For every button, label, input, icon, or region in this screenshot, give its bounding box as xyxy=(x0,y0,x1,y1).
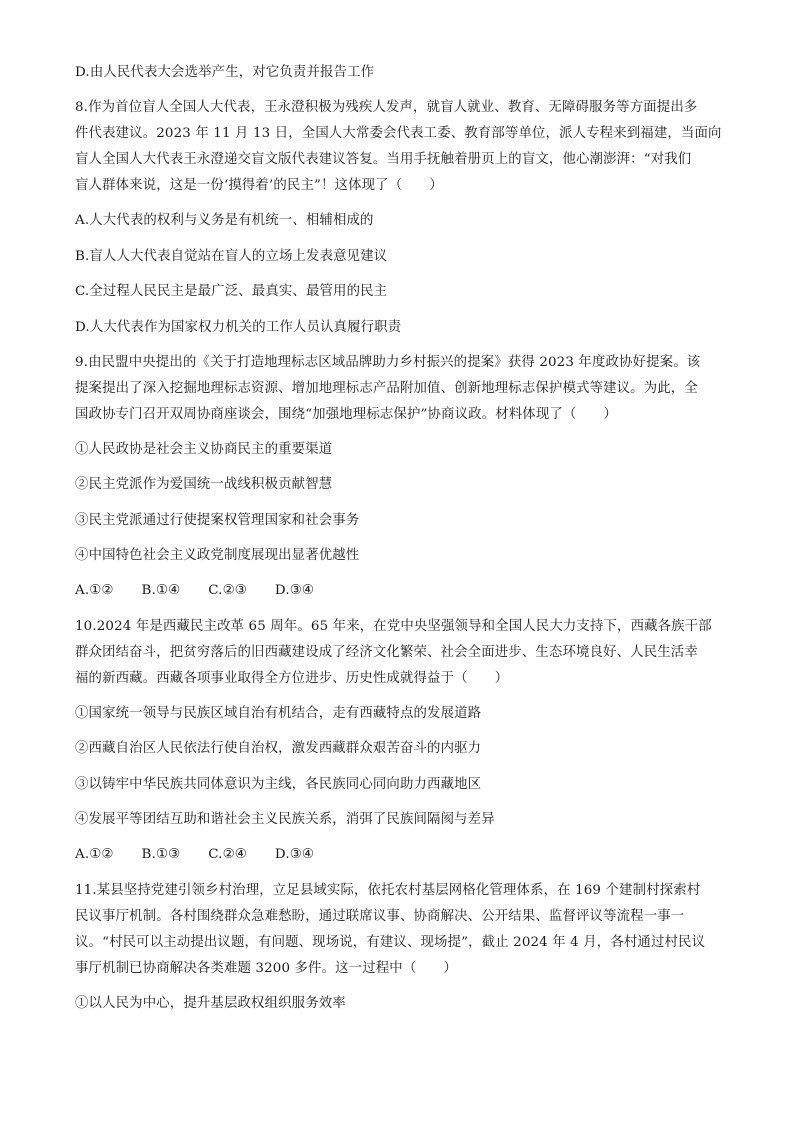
q9-option-d: D.③④ xyxy=(274,583,315,598)
q8-stem-line-3: 盲人全国人大代表王永澄递交盲文版代表建议答复。当用手抚触着册页上的盲文，他心潮澎湃：“对我们 xyxy=(75,152,692,167)
q10-statement-1: ①国家统一领导与民族区域自治有机结合，走有西藏特点的发展道路 xyxy=(75,706,482,721)
q9-option-b: B.①④ xyxy=(141,583,181,598)
q10-option-d: D.③④ xyxy=(274,847,315,862)
q10-option-c: C.②④ xyxy=(208,847,247,862)
q8-stem-line-4: 盲人群体来说，这是一份‘摸得着’的民主”！这体现了（ ） xyxy=(75,178,443,193)
q10-options xyxy=(75,845,342,865)
q11-stem-line-1: 11.某县坚持党建引领乡村治理，立足县域实际，依托农村基层网格化管理体系，在 169 个建制村探索村 xyxy=(75,883,701,898)
q9-stem-line-2: 提案提出了深入挖掘地理标志资源、增加地理标志产品附加值、创新地理标志保护模式等建议。为此，全 xyxy=(75,381,698,396)
q9-stem-line-1: 9.由民盟中央提出的《关于打造地理标志区域品牌助力乡村振兴的提案》获得 2023 年度政协好提案。该 xyxy=(75,355,701,370)
q9-statement-4: ④中国特色社会主义政党制度展现出显著优越性 xyxy=(75,548,360,563)
q10-stem-line-2: 群众团结奋斗，把贫穷落后的旧西藏建设成了经济文化繁荣、社会全面进步、生态环境良好、人民生活幸 xyxy=(75,645,698,660)
q10-statement-2: ②西藏自治区人民依法行使自治权，激发西藏群众艰苦奋斗的内驱力 xyxy=(75,741,482,756)
q9-options xyxy=(75,581,342,601)
q10-stem-line-1: 10.2024 年是西藏民主改革 65 周年。65 年来，在党中央坚强领导和全国人民大力支持下，西藏各族干部 xyxy=(75,619,712,634)
q9-option-a: A.①② xyxy=(75,583,114,598)
q9-statement-1: ①人民政协是社会主义协商民主的重要渠道 xyxy=(75,442,333,457)
q10-option-a: A.①② xyxy=(75,847,114,862)
q9-option-c: C.②③ xyxy=(208,583,247,598)
q8-option-c: C.全过程人民民主是最广泛、最真实、最管用的民主 xyxy=(75,284,388,299)
q8-stem-line-2: 件代表建议。2023 年 11 月 13 日，全国人大常委会代表工委、教育部等单位，派人专程来到福建，当面向 xyxy=(75,126,722,141)
q9-statement-3: ③民主党派通过行使提案权管理国家和社会事务 xyxy=(75,513,360,528)
q11-stem-line-2: 民议事厅机制。各村围绕群众急难愁盼，通过联席议事、协商解决、公开结果、监督评议等流程一事一 xyxy=(75,909,685,924)
q10-option-b: B.①③ xyxy=(141,847,181,862)
q10-statement-3: ③以铸牢中华民族共同体意识为主线，各民族同心同向助力西藏地区 xyxy=(75,777,482,792)
q9-statement-2: ②民主党派作为爱国统一战线积极贡献智慧 xyxy=(75,477,333,492)
q8-option-d: D.人大代表作为国家权力机关的工作人员认真履行职责 xyxy=(75,320,402,335)
q11-statement-1: ①以人民为中心，提升基层政权组织服务效率 xyxy=(75,996,346,1011)
q9-stem-line-3: 国政协专门召开双周协商座谈会，围绕“加强地理标志保护”协商议政。材料体现了（ ） xyxy=(75,407,618,422)
q11-stem-line-3: 议。“村民可以主动提出议题，有问题、现场说，有建议、现场提”，截止 2024 年 4 月，各村通过村民议 xyxy=(75,935,706,950)
q8-option-b: B.盲人人大代表自觉站在盲人的立场上发表意见建议 xyxy=(75,249,388,264)
q8-stem-line-1: 8.作为首位盲人全国人大代表，王永澄积极为残疾人发声，就盲人就业、教育、无障碍服务等方面提出多 xyxy=(75,100,698,115)
q10-statement-4: ④发展平等团结互助和谐社会主义民族关系，消弭了民族间隔阂与差异 xyxy=(75,812,495,827)
q8-option-a: A.人大代表的权利与义务是有机统一、相辅相成的 xyxy=(75,213,374,228)
q11-stem-line-4: 事厅机制已协商解决各类难题 3200 多件。这一过程中（ ） xyxy=(75,961,458,976)
q7-option-d: D.由人民代表大会选举产生，对它负责并报告工作 xyxy=(75,65,375,80)
q10-stem-line-3: 福的新西藏。西藏各项事业取得全方位进步、历史性成就得益于（ ） xyxy=(75,671,509,686)
